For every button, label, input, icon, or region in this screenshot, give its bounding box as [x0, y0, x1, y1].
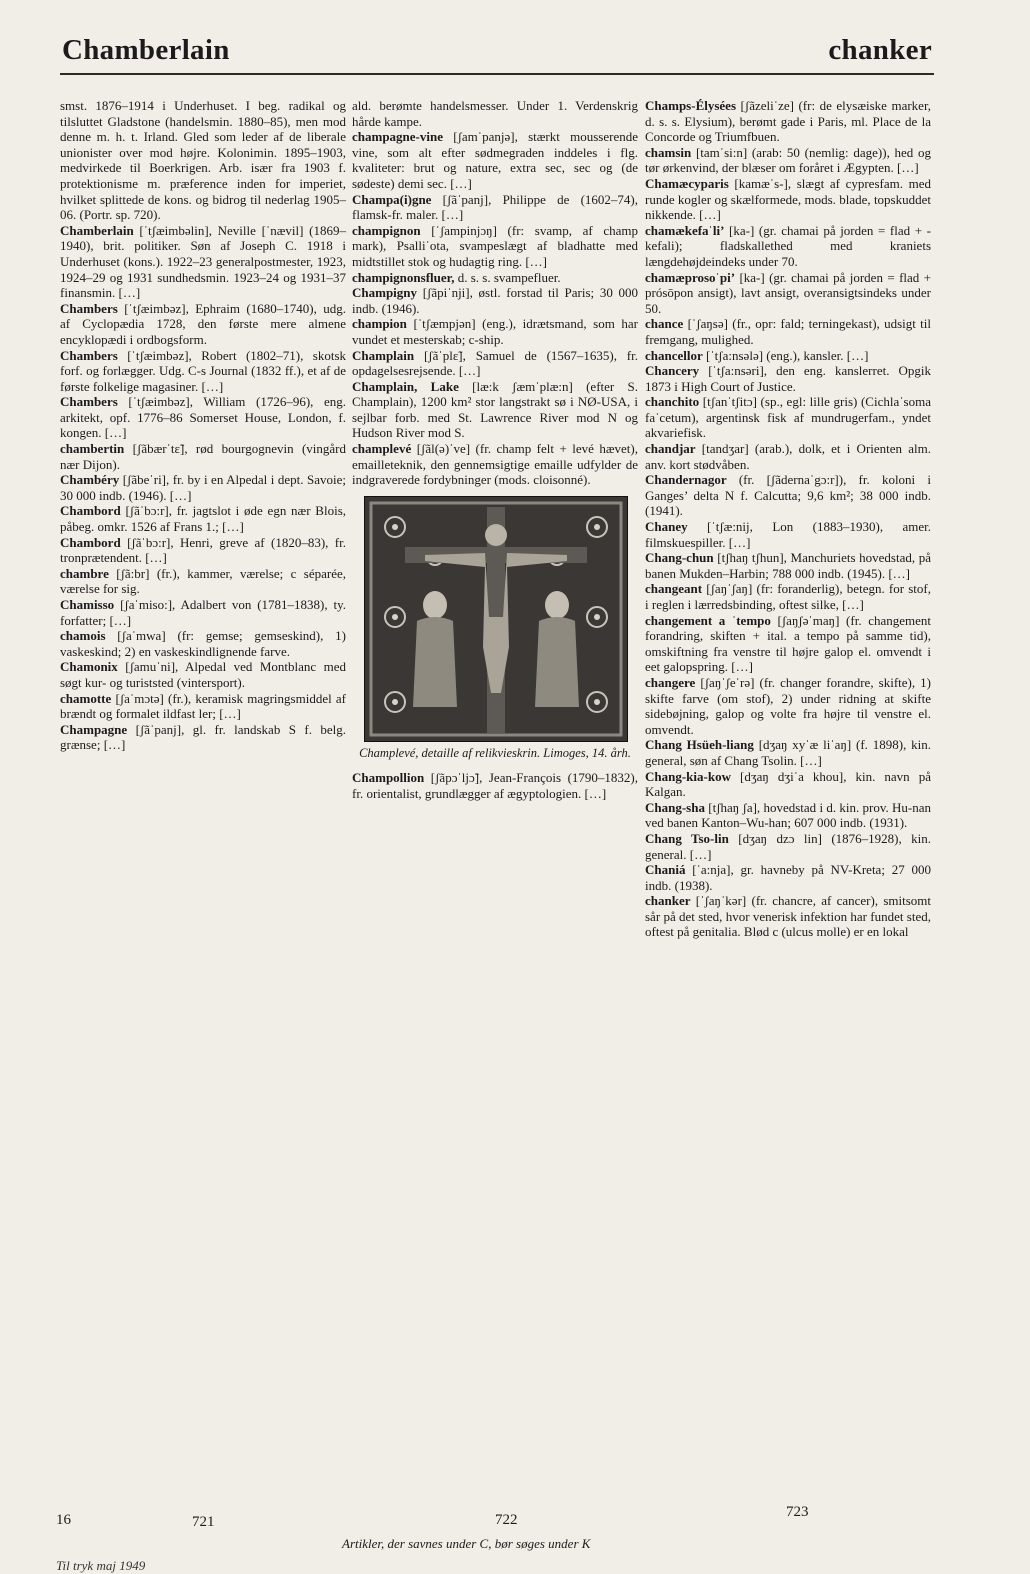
- entry-headword: Chambers: [60, 394, 118, 410]
- entry-headword: chambre: [60, 565, 109, 581]
- entry: [60, 597, 346, 628]
- entry-headword: Champagne: [60, 721, 128, 737]
- entry-text: [ʃaŋˈʃeˈrə] (fr. changer forandre, skifte), 1) skifte farve (om stof), 2) under ridning at skifte sidebøjning, galop og volte fra højre til venstre el. omvendt.: [645, 674, 931, 737]
- entry-headword: chambertin: [60, 441, 125, 457]
- entry: [645, 893, 931, 940]
- entry-text: [ˈtʃæimbəz], William (1726–96), eng. arkitekt, opf. 1776–86 Somerset House, London, f. kongen. […]: [60, 394, 347, 441]
- entry: [352, 192, 638, 223]
- entry-text: [kamæˈs-], slægt af cypresfam. med runde kogler og skælformede, mods. blade, topskuddet nikkende. […]: [645, 175, 931, 223]
- entry: [645, 519, 931, 550]
- entry-text: [tamˈsi:n] (arab: 50 (nemlig: dage)), hed og tør ørkenvind, der blæser om foråret i Ægypten. […]: [645, 144, 931, 176]
- entry-headword: Champs-Élysées: [645, 98, 737, 113]
- entry: [645, 613, 931, 675]
- entry: [645, 348, 931, 364]
- entry-text: [tandʒar] (arab.), dolk, et i Orienten alm. anv. kort stødvåben.: [645, 441, 931, 472]
- entry: [645, 737, 931, 768]
- entry-text: [ka-] (gr. chamai på jorden = flad + -kefali); fladskallethed med kraniets længdehøjdeindeks under 70.: [645, 222, 932, 269]
- entry-text: [ʃãˈpanj], Philippe de (1602–74), flamsk-fr. maler. […]: [352, 191, 638, 223]
- entry: [352, 441, 638, 488]
- entry-text: [ˈtʃæimbəlin], Neville [ˈnævil] (1869–1940), brit. politiker. Søn af Joseph C. 1918 i Underhuset (kons.). 1922–23 generalpostmester, 1923, 1924–29 og 1931 sundhedsmin. 1923–24 og 1931–37 finansmin. […]: [60, 222, 347, 301]
- entry-text: [ˈʃampinjɔŋ] (fr: svamp, af champ mark), Psalliˈota, svampeslægt af bladhatte med midtstillet stok og hudagtig ring. […]: [352, 222, 638, 269]
- entry-headword: champion: [352, 316, 407, 332]
- entry: [60, 566, 346, 597]
- champleve-illustration: [365, 497, 627, 741]
- figure-caption: Champlevé, detaille af relikvieskrin. Limoges, 14. årh.: [359, 745, 631, 760]
- reliquary-figure: [364, 496, 628, 742]
- entry: [645, 145, 931, 176]
- entry-headword: chamsin: [645, 144, 692, 160]
- entry: [352, 223, 638, 270]
- entry-text: [ˈtʃæ:nij, Lon (1883–1930), amer. filmskuespiller. […]: [645, 519, 932, 550]
- entry: [352, 348, 638, 379]
- entry: [60, 628, 346, 659]
- entry: [60, 98, 346, 223]
- entry-headword: Chambers: [60, 300, 118, 316]
- entry-text: smst. 1876–1914 i Underhuset. I beg. radikal og tilsluttet Gladstone (handelsmin. 1880–85), men mod denne m. h. t. Irland. Gled som leder af de liberale unionister over mod højre. Kolonimin. 1895–1903, medvirkede til Boerkrigen. Arb. især fra 1903 f. protektionisme m. præference inden for imperiet, hvilket splittede de kons. og bidrog til nederlag 1905–06. (Portr. sp. 720).: [60, 98, 346, 223]
- entry-headword: Champa(i)gne: [352, 191, 432, 207]
- footer-note: Artikler, der savnes under C, bør søges under K: [342, 1536, 591, 1551]
- column-2: [352, 98, 638, 802]
- entry: [60, 301, 346, 348]
- entry-headword: Chambord: [60, 503, 121, 519]
- entry-text: [ʃãbeˈri], fr. by i en Alpedal i dept. Savoie; 30 000 indb. (1946). […]: [60, 472, 346, 503]
- entry: [60, 691, 346, 722]
- entry-text: [ʃãˈbɔ:r], fr. jagtslot i øde egn nær Blois, påbeg. omkr. 1526 af Frans 1.; […]: [60, 503, 347, 535]
- entry-headword: Chaney: [645, 519, 688, 535]
- entry-headword: Chancery: [645, 363, 700, 379]
- entry-text: [ʃaˈmɔtə] (fr.), keramisk magringsmiddel af brændt og formalet ildfast ler; […]: [60, 690, 347, 722]
- entry-headword: chance: [645, 316, 684, 332]
- entry-headword: chancellor: [645, 347, 703, 363]
- entry-headword: Champlain, Lake: [352, 378, 459, 394]
- entry-text: [ʃãzeliˈze] (fr: de elysæiske marker, d. s. s. Elysium), berømt gade i Paris, ml. Place de la Concorde og Triumfbuen.: [645, 98, 931, 145]
- entry-text: [ʃãˈpanj], gl. fr. landskab S f. belg. grænse; […]: [60, 721, 346, 753]
- entry-headword: chanker: [645, 893, 691, 909]
- entry: [60, 394, 346, 441]
- entry-headword: Chambord: [60, 534, 121, 550]
- entry: [352, 316, 638, 347]
- entry-headword: Chamberlain: [60, 222, 134, 238]
- entry: [645, 441, 931, 472]
- entry: [352, 270, 638, 286]
- entry-text: [tʃhaŋ tʃhun], Manchuriets hovedstad, på banen Mukden–Harbin; 788 000 indb. (1945). […]: [645, 550, 932, 581]
- entry: [60, 503, 346, 534]
- entry-text: [ʃaˈmwa] (fr: gemse; gemseskind), 1) vaskeskind; 2) en vaskeskindlignende farve.: [60, 628, 347, 659]
- entry: [352, 285, 638, 316]
- entry-text: [ka-] (gr. chamai på jorden = flad + prósōpon ansigt), lavt ansigt, overansigtsindeks under 50.: [645, 269, 931, 316]
- entry-headword: Chambéry: [60, 472, 120, 488]
- entry-headword: chamækefaˈli’: [645, 222, 725, 238]
- entry: [352, 98, 638, 129]
- entry-headword: Champollion: [352, 770, 425, 786]
- page-number-723: 723: [786, 1504, 809, 1520]
- entry: [60, 223, 346, 301]
- entry-headword: chamotte: [60, 690, 112, 706]
- entry-text: [dʒaŋ dzɔ lin] (1876–1928), kin. general. […]: [645, 830, 932, 862]
- entry-text: [ˈtʃæmpjən] (eng.), idrætsmand, som har vundet et mesterskab; c-ship.: [352, 316, 638, 347]
- entry-text: [ʃamˈpanjə], stærkt mousserende vine, som alt efter sødmegraden inddeles i flg. kvaliteter: brut og nature, extra sec, sec og (de sødeste) demi sec. […]: [352, 129, 638, 191]
- entry: [645, 270, 931, 317]
- entry: [60, 441, 346, 472]
- entry-text: [ʃamuˈni], Alpedal ved Montblanc med søgt kur- og turiststed (vintersport).: [60, 659, 346, 690]
- entry: [352, 770, 638, 801]
- entry: [645, 176, 931, 223]
- entry-headword: chamois: [60, 628, 106, 644]
- entry-text: d. s. s. svampefluer.: [457, 269, 561, 285]
- entry-headword: Chang Tso-lin: [645, 830, 729, 846]
- entry-headword: Champlain: [352, 347, 415, 363]
- entry: [352, 129, 638, 191]
- entry: [645, 831, 931, 862]
- entry-headword: Chang-chun: [645, 550, 714, 566]
- entry-text: [ˈtʃa:nsələ] (eng.), kansler. […]: [706, 347, 869, 363]
- page-number-721: 721: [192, 1514, 215, 1530]
- header-rule: [60, 73, 934, 75]
- entry-headword: Chaniá: [645, 862, 686, 878]
- entry: [60, 348, 346, 395]
- entry-headword: Chambers: [60, 347, 118, 363]
- entry-headword: Chang Hsüeh-liang: [645, 737, 754, 753]
- entry-text: [ˈa:nja], gr. havneby på NV-Kreta; 27 000 indb. (1938).: [645, 862, 931, 893]
- entry-text: [ʃãˈplɛ̃], Samuel de (1567–1635), fr. opdagelsesrejsende. […]: [352, 347, 639, 379]
- entry-headword: chanchito: [645, 394, 700, 410]
- entry: [645, 394, 931, 441]
- entry-text: [ˈtʃæimbəz], Robert (1802–71), skotsk forf. og forlægger. Udg. C-s Journal (1832 ff.), et af de første folkelige magasiner. […]: [60, 347, 347, 394]
- entry: [645, 862, 931, 893]
- entry-text: [ʃãl(ə)ˈve] (fr. champ felt + levé hævet), emailleteknik, den gennemsigtige emaille udfylder de indgraverede fordybninger (mods. cloisonné).: [352, 441, 638, 488]
- entry-text: [ʃãˈbɔ:r], Henri, greve af (1820–83), fr. tronprætendent. […]: [60, 534, 346, 566]
- entry-text: [ˈtʃæimbəz], Ephraim (1680–1740), udg. af Cyclopædia 1728, den første mere almene encyklopædi i ordbogsform.: [60, 300, 346, 347]
- entry-headword: changere: [645, 674, 696, 690]
- entry-headword: changeant: [645, 581, 703, 597]
- entry: [645, 316, 931, 347]
- entry-headword: Champigny: [352, 285, 418, 301]
- entry-text: [ʃãpɔˈljɔ̃], Jean-François (1790–1832), fr. orientalist, grundlægger af ægyptologien. […]: [352, 770, 638, 801]
- page-number-722: 722: [495, 1512, 518, 1528]
- entry: [60, 535, 346, 566]
- entry: [645, 550, 931, 581]
- page-number-small: 16: [56, 1512, 71, 1528]
- entry-text: [dʒaŋ xyˈæ liˈaŋ] (f. 1898), kin. general, søn af Chang Tsolin. […]: [645, 737, 932, 768]
- entry: [60, 722, 346, 753]
- entry-text: ald. berømte handelsmesser. Under 1. Verdenskrig hårde kampe.: [352, 98, 638, 129]
- entry-text: [ʃaŋʃəˈmaŋ] (fr. changement forandring, skiften + ital. a tempo på samme tid), omskiftning fra venstre til højre galop el. omvendt i eet galopspring. […]: [645, 612, 931, 675]
- entry-text: [ʃaˈmiso:], Adalbert von (1781–1838), ty. forfatter; […]: [60, 597, 347, 628]
- entry-headword: champagne-vine: [352, 129, 443, 145]
- entry: [645, 769, 931, 800]
- entry-headword: Chamisso: [60, 597, 115, 612]
- column-3: [645, 98, 931, 940]
- entry: [645, 581, 931, 612]
- entry: [645, 675, 931, 737]
- entry-headword: champlevé: [352, 441, 412, 457]
- entry: [645, 800, 931, 831]
- entry-headword: changement a ˈtempo: [645, 612, 771, 628]
- entry: [645, 363, 931, 394]
- column-1: [60, 98, 346, 753]
- entry-headword: champignonsfluer,: [352, 269, 455, 285]
- entry-text: [dʒaŋ dʒiˈa khou], kin. navn på Kalgan.: [645, 768, 931, 800]
- entry: [60, 472, 346, 503]
- entry-text: [ʃãbærˈtɛ̃], rød bourgognevin (vingård nær Dijon).: [60, 441, 346, 472]
- entry-headword: chamæprosoˈpi’: [645, 269, 736, 285]
- entry-text: [ˈtʃa:nsəri], den eng. kanslerret. Opgik 1873 i High Court of Justice.: [645, 363, 932, 394]
- entry-text: [ˈʃaŋˈkər] (fr. chancre, af cancer), smitsomt sår på det sted, hvor venerisk infektion har fundet sted, oftest på genitalia. Blød c (ulcus molle) er en lokal: [645, 893, 932, 940]
- entry-headword: Chang-sha: [645, 799, 705, 815]
- entry-text: (fr. [ʃãdernaˈgɔ:r]), fr. koloni i Ganges’ delta N f. Calcutta; 9,6 km²; 38 000 indb. (1941).: [645, 472, 931, 519]
- running-head-left: Chamberlain: [62, 34, 230, 66]
- entry-headword: chandjar: [645, 441, 696, 457]
- entry-text: [ˈʃaŋsə] (fr., opr: fald; terningekast), udsigt til fremgang, mulighed.: [645, 316, 931, 347]
- entry: [645, 223, 931, 270]
- entry-text: [læ:k ʃæmˈplæ:n] (efter S. Champlain), 1200 km² stor langstrakt sø i NØ-USA, i sejlbar forb. med St. Lawrence River mod N og Hudson River mod S.: [352, 378, 639, 441]
- entry: [645, 472, 931, 519]
- entry-headword: champignon: [352, 222, 421, 238]
- entry-headword: Chamonix: [60, 659, 118, 675]
- entry-headword: Chandernagor: [645, 472, 727, 488]
- running-head-right: chanker: [828, 34, 932, 66]
- entry-text: [ʃã:br] (fr.), kammer, værelse; c séparée, værelse for sig.: [60, 565, 347, 597]
- entry-headword: Chamæcyparis: [645, 175, 729, 191]
- entry-text: [ʃaŋˈʃaŋ] (fr: foranderlig), betegn. for stof, i reglen i lærredsbinding, oftest silke, […]: [645, 581, 932, 612]
- entry-headword: Chang-kia-kow: [645, 768, 731, 784]
- entry: [352, 379, 638, 441]
- entry-text: [tʃanˈtʃitɔ] (sp., egl: lille gris) (Cichlaˈsoma faˈcetum), argentinsk fisk af mundrugerfam., yndet akvariefisk.: [645, 394, 931, 441]
- entry: [645, 98, 931, 145]
- entry: [60, 659, 346, 690]
- entry-text: [tʃhaŋ ʃa], hovedstad i d. kin. prov. Hu-nan ved banen Kanton–Wu-han; 607 000 indb. (1931).: [645, 799, 931, 831]
- print-stamp: Til tryk maj 1949: [56, 1558, 146, 1573]
- entry-text: [ʃãpiˈnji], østl. forstad til Paris; 30 000 indb. (1946).: [352, 285, 638, 316]
